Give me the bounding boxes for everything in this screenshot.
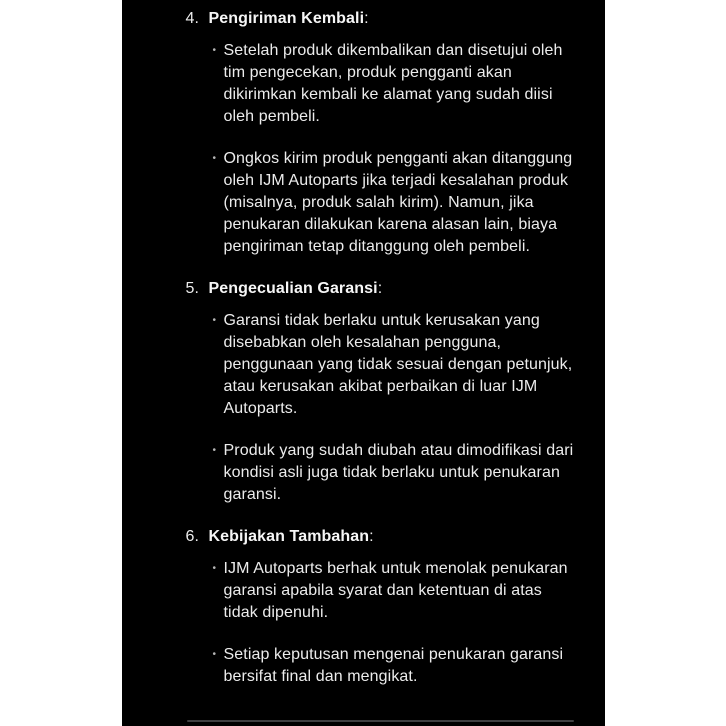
list-item: [213, 440, 574, 506]
list-item: [213, 148, 574, 258]
section-title: Kebijakan Tambahan:: [208, 528, 374, 545]
bullet-icon: •: [212, 153, 217, 164]
section-title: Pengiriman Kembali:: [208, 10, 369, 27]
section-title-colon: :: [364, 10, 369, 27]
section-number: 5.: [185, 280, 200, 297]
bullet-text: Garansi tidak berlaku untuk kerusakan yang disebabkan oleh kesalahan pengguna, penggunaan yang tidak sesuai dengan petunjuk, atau kerusakan akibat perbaikan di luar IJM Autoparts.: [223, 312, 573, 417]
list-item: [213, 310, 574, 420]
bullet-icon: •: [212, 45, 217, 56]
policy-section-shipping-back: [186, 8, 574, 258]
bullet-text: Setelah produk dikembalikan dan disetujui oleh tim pengecekan, produk pengganti akan dikirimkan kembali ke alamat yang sudah diisi oleh pembeli.: [223, 42, 563, 125]
bullet-text: IJM Autoparts berhak untuk menolak penukaran garansi apabila syarat dan ketentuan di atas tidak dipenuhi.: [223, 560, 568, 621]
bullet-icon: •: [212, 445, 217, 456]
bullet-icon: •: [212, 315, 217, 326]
list-item: [213, 40, 574, 128]
policy-section-additional-terms: [186, 526, 574, 688]
section-title: Pengecualian Garansi:: [208, 280, 383, 297]
section-number: 6.: [185, 528, 200, 545]
list-item: [213, 644, 574, 688]
section-title-colon: :: [369, 528, 374, 545]
bottom-divider: [187, 720, 574, 722]
dark-document-panel: [122, 0, 605, 726]
policy-document: [122, 0, 605, 688]
bullet-text: Produk yang sudah diubah atau dimodifikasi dari kondisi asli juga tidak berlaku untuk penukaran garansi.: [223, 442, 574, 503]
section-heading: [186, 278, 574, 300]
bullet-icon: •: [212, 563, 217, 574]
policy-section-warranty-exclusions: [186, 278, 574, 506]
section-number: 4.: [185, 10, 200, 27]
section-heading: [186, 526, 574, 548]
section-heading: [186, 8, 574, 30]
section-title-colon: :: [377, 280, 383, 297]
list-item: [213, 558, 574, 624]
bullet-icon: •: [212, 649, 217, 660]
bullet-text: Ongkos kirim produk pengganti akan ditanggung oleh IJM Autoparts jika terjadi kesalahan produk (misalnya, produk salah kirim). Namun, jika penukaran dilakukan karena alasan lain, biaya pengiriman tetap ditanggung oleh pembeli.: [223, 150, 573, 255]
bullet-text: Setiap keputusan mengenai penukaran garansi bersifat final dan mengikat.: [223, 646, 564, 685]
